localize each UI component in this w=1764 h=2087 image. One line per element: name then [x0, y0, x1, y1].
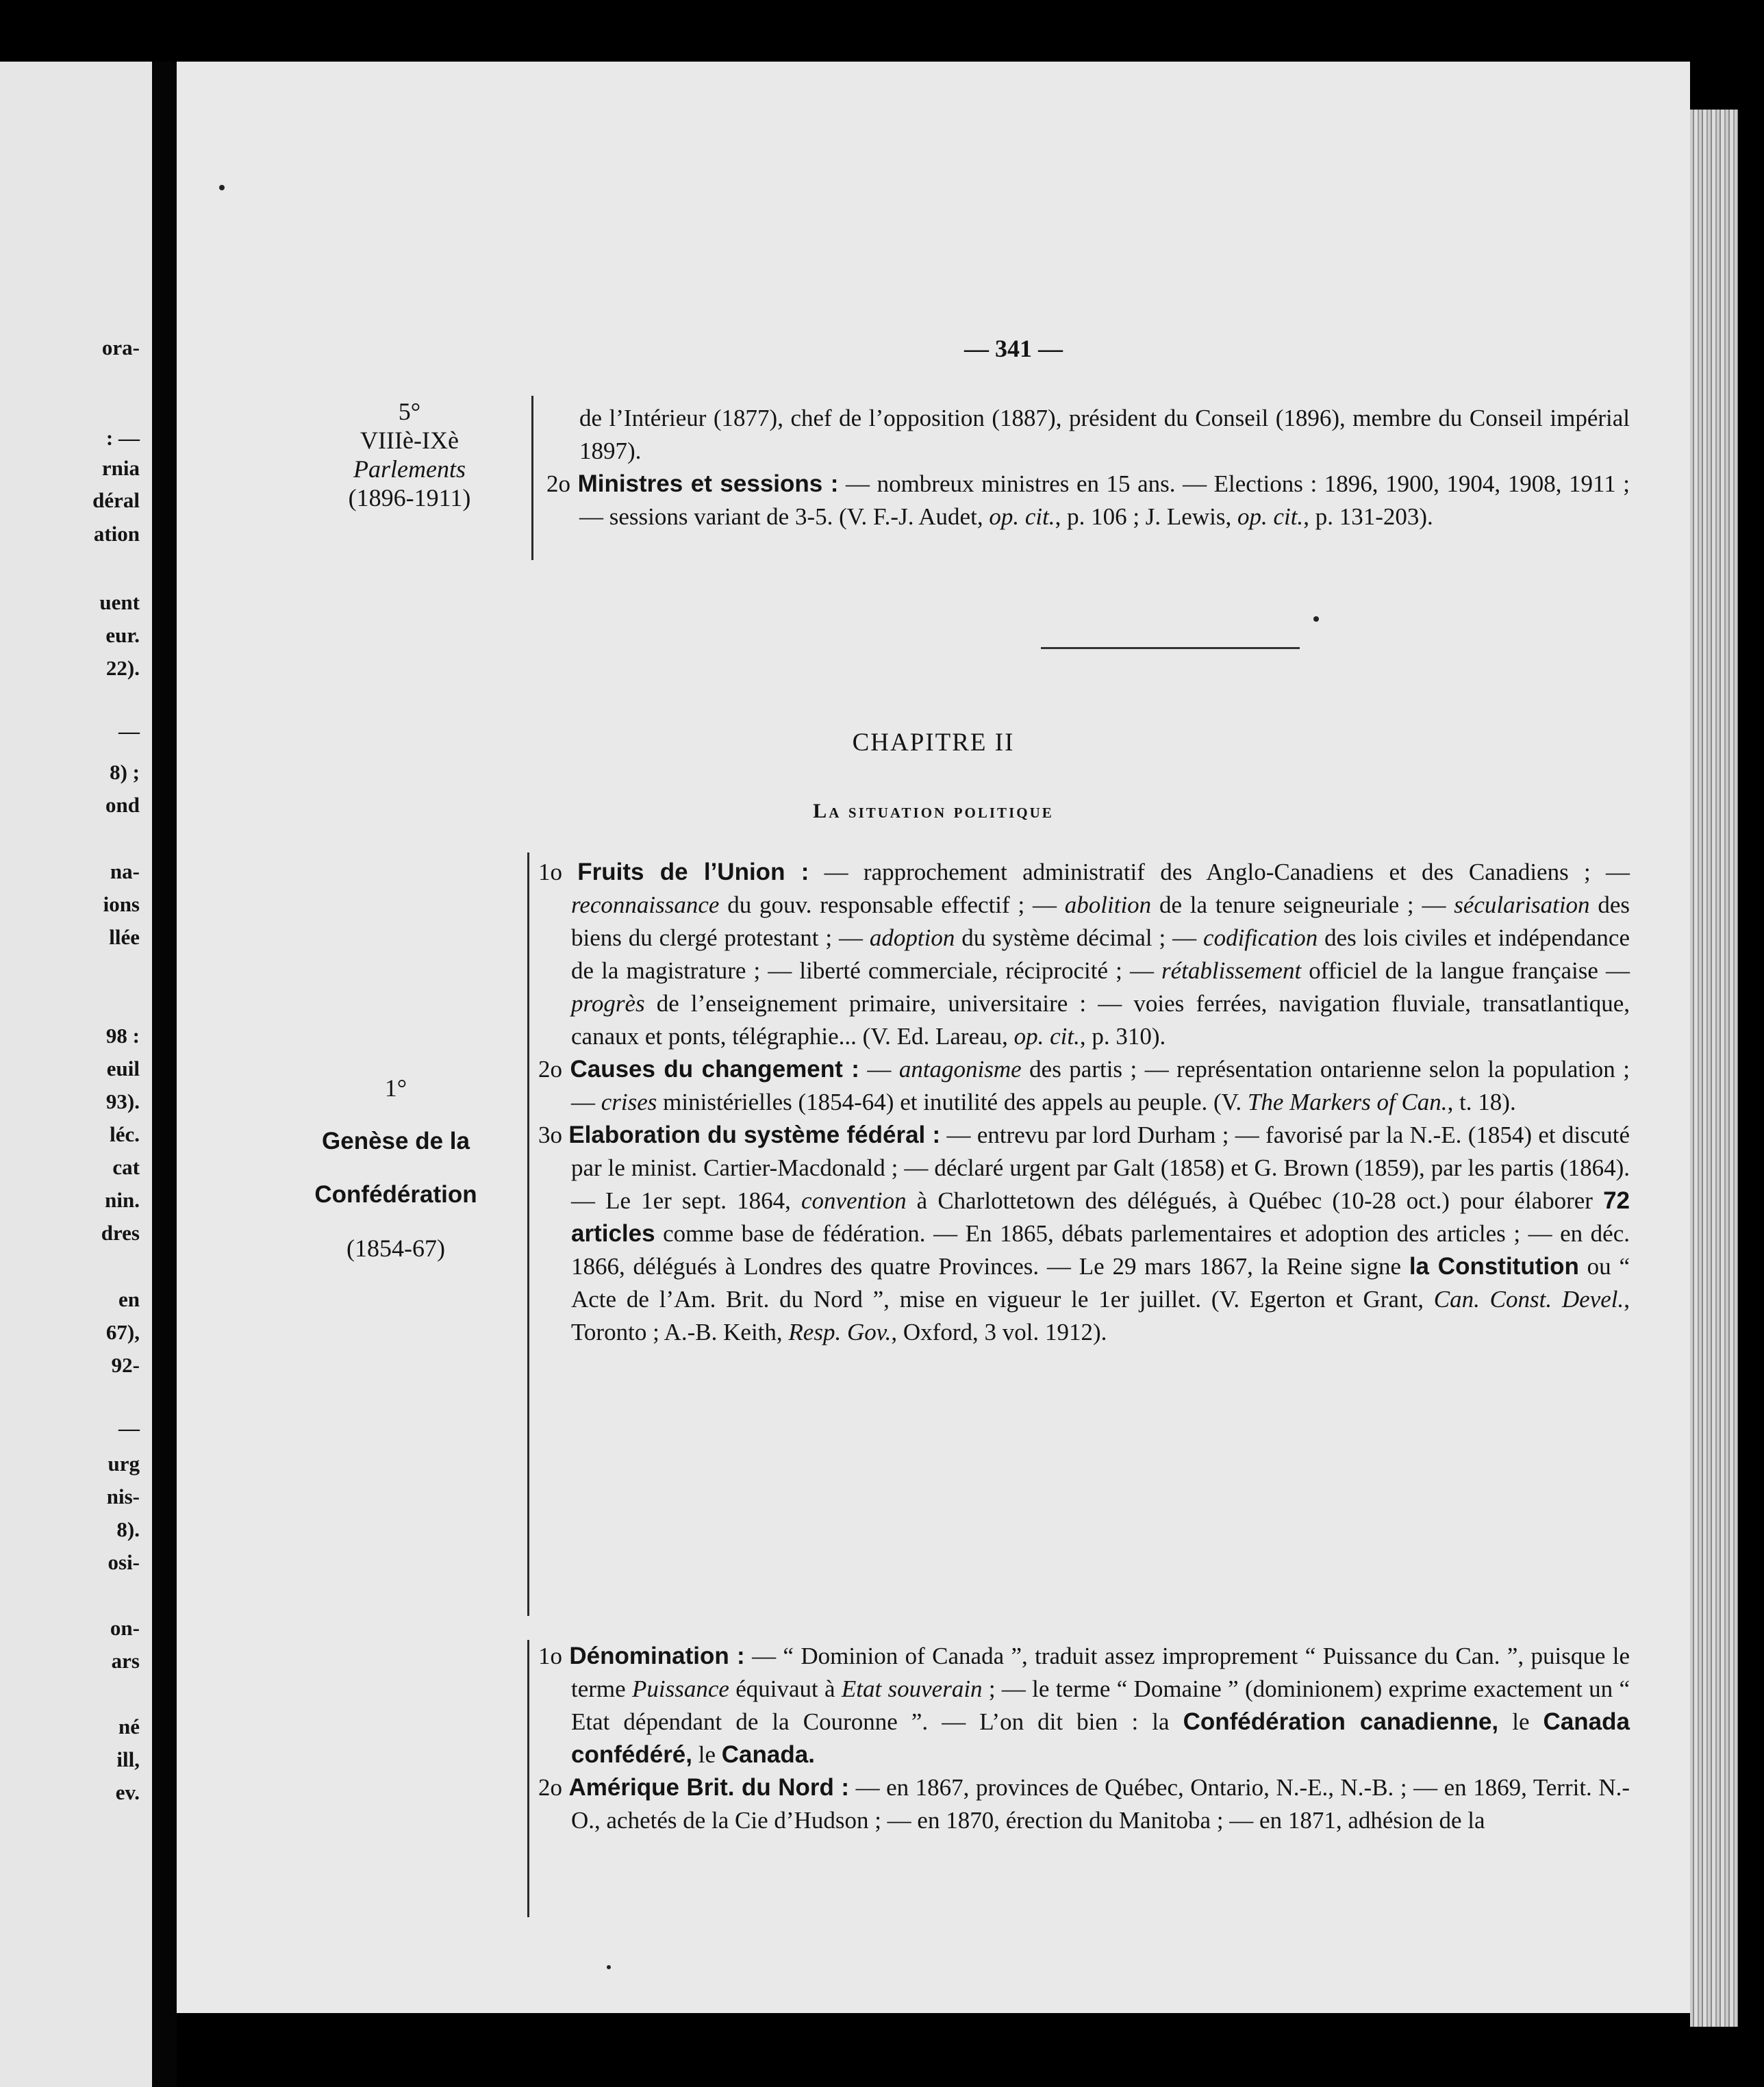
- item-text: reconnaissance: [571, 891, 720, 918]
- brace: [527, 852, 529, 1616]
- item-text: ; — le terme “ Domaine ” (dominionem) exprime exactement un “ Etat dépendant de la Couronne ”. — L’on dit bien : la: [571, 1675, 1630, 1735]
- item-text: — entrevu par lord Durham ; — favorisé par la N.-E. (1854) et discuté par le minist. Cartier-Macdonald ; — déclaré urgent par Galt (1858) et G. Brown (1859), par les partis (1864). — Le 1er sept. 1864,: [571, 1122, 1630, 1214]
- left-fragment-line: —: [118, 1416, 140, 1440]
- left-fragment-line: ation: [93, 522, 140, 546]
- left-fragment-line: na-: [110, 859, 140, 883]
- item-text: Puissance: [631, 1675, 729, 1702]
- paragraph: de l’Intérieur (1877), chef de l’opposition (1887), président du Conseil (1896), membre du Conseil impérial 1897).: [579, 405, 1630, 464]
- item-text: — “ Dominion of Canada ”, traduit assez improprement “ Puissance du Can. ”, puisque le terme: [571, 1643, 1630, 1702]
- item-text: , Oxford, 3 vol. 1912).: [891, 1319, 1107, 1345]
- left-fragment-line: dres: [101, 1221, 140, 1245]
- speck: [1313, 616, 1319, 622]
- left-fragment-line: 98 :: [105, 1024, 140, 1048]
- item-text: Resp. Gov.: [788, 1319, 892, 1345]
- item-text: officiel de la langue française —: [1301, 957, 1630, 984]
- left-fragment-line: 8) ;: [110, 760, 140, 784]
- left-fragment-line: 67),: [105, 1320, 140, 1344]
- horizontal-rule: [1041, 647, 1300, 649]
- left-fragment-line: 8).: [116, 1517, 140, 1541]
- item-text: , Toronto ; A.-B. Keith,: [571, 1286, 1630, 1345]
- item-text: , p. 131-203).: [1303, 503, 1433, 530]
- item-number: 1o: [538, 1643, 562, 1669]
- item-text: codification: [1203, 924, 1318, 951]
- item-number: 2o: [538, 1774, 562, 1801]
- list-item: [538, 1053, 1630, 1119]
- brace: [527, 1640, 529, 1917]
- item-text: le: [1498, 1708, 1544, 1735]
- chapter-subtitle: La situation politique: [813, 800, 1054, 822]
- item-heading: Fruits de l’Union :: [577, 859, 809, 885]
- item-number: 2o: [538, 1056, 562, 1083]
- item-text: de la tenure seigneuriale ; —: [1151, 891, 1454, 918]
- item-text: ou “ Acte de l’Am. Brit. du Nord ”, mise en vigueur le 1er juillet. (V. Egerton et Grant,: [571, 1253, 1630, 1313]
- right-page: [177, 62, 1690, 2013]
- left-fragment-line: déral: [92, 488, 140, 512]
- left-fragment-line: ora-: [101, 336, 140, 359]
- left-fragment-line: eur.: [105, 623, 140, 647]
- item-text: progrès: [571, 990, 645, 1017]
- section-years: (1896-1911): [348, 484, 471, 511]
- item-heading: Causes du changement :: [570, 1056, 859, 1083]
- item-text: — nombreux ministres en 15 ans. — Elections : 1896, 1900, 1904, 1908, 1911 ; — sessions variant de 3-5. (V. F.-J. Audet,: [579, 470, 1630, 530]
- margin-heading-section-5: [279, 397, 540, 512]
- left-fragment-line: euil: [106, 1057, 140, 1080]
- left-fragment-line: —: [118, 719, 140, 743]
- item-text: Confédération canadienne,: [1183, 1708, 1499, 1735]
- item-text: des lois civiles et indépendance de la magistrature ; — liberté commerciale, réciprocité ; —: [571, 924, 1630, 984]
- list-item: [538, 1119, 1630, 1349]
- list-item: [538, 856, 1630, 1053]
- item-heading: Amérique Brit. du Nord :: [568, 1774, 850, 1801]
- left-fragment-line: llée: [109, 925, 140, 949]
- section-title: Genèse de la: [322, 1128, 470, 1154]
- item-text: équivaut à: [729, 1675, 842, 1702]
- section-number: 5°: [398, 398, 421, 425]
- item-text: —: [859, 1056, 899, 1083]
- list-item: [538, 1771, 1630, 1837]
- left-fragment-line: on-: [110, 1616, 140, 1640]
- left-fragment-line: nis-: [106, 1484, 140, 1508]
- item-text: à Charlottetown des délégués, à Québec (10-28 oct.) pour élaborer: [906, 1187, 1604, 1214]
- left-fragment-line: ev.: [115, 1780, 140, 1804]
- left-fragment-line: osi-: [108, 1550, 140, 1574]
- item-text: , p. 106 ; J. Lewis,: [1055, 503, 1237, 530]
- item-text: des partis ; — représentation ontarienne selon la population ; —: [571, 1056, 1630, 1115]
- left-fragment-line: léc.: [110, 1122, 140, 1146]
- item-heading: Elaboration du système fédéral :: [568, 1122, 941, 1148]
- left-fragment-line: : —: [105, 426, 140, 450]
- section-subtitle: Parlements: [353, 455, 466, 483]
- left-page-fragment: [0, 62, 152, 2087]
- chapter-title: CHAPITRE II: [852, 729, 1015, 757]
- left-fragment-line: uent: [99, 590, 140, 614]
- item-text: du gouv. responsable effectif ; —: [719, 891, 1065, 918]
- brace: [531, 396, 533, 560]
- left-fragment-line: ill,: [116, 1747, 140, 1771]
- item-text: du système décimal ; —: [955, 924, 1204, 951]
- left-fragment-line: en: [118, 1287, 140, 1311]
- left-fragment-line: rnia: [101, 456, 140, 480]
- page-number: — 341 —: [964, 335, 1063, 362]
- left-fragment-line: né: [118, 1715, 140, 1738]
- item-heading: Ministres et sessions :: [577, 470, 839, 497]
- section-title: VIIIè-IXè: [360, 427, 459, 454]
- page-edges: [1690, 110, 1738, 2027]
- item-text: , p. 310).: [1079, 1023, 1166, 1050]
- section-years: (1854-67): [346, 1235, 445, 1262]
- item-text: abolition: [1064, 891, 1152, 918]
- speck: [219, 185, 225, 190]
- item-text: op. cit.: [1237, 503, 1304, 530]
- section-1-body: [538, 856, 1630, 1349]
- left-fragment-line: cat: [112, 1155, 140, 1179]
- item-text: crises: [601, 1089, 657, 1115]
- book-gutter: [152, 62, 177, 2087]
- left-fragment-line: urg: [108, 1452, 140, 1476]
- item-text: — rapprochement administratif des Anglo-Canadiens et des Canadiens ; —: [809, 859, 1630, 885]
- left-fragment-line: 93).: [105, 1089, 140, 1113]
- left-fragment-line: ond: [105, 793, 140, 817]
- item-text: Canada.: [721, 1741, 815, 1768]
- section-title: Confédération: [314, 1181, 477, 1208]
- item-text: , t. 18).: [1447, 1089, 1516, 1115]
- item-text: Canada confédéré,: [571, 1708, 1630, 1768]
- item-text: ministérielles (1854-64) et inutilité des appels au peuple. (V.: [657, 1089, 1248, 1115]
- item-text: 72 articles: [571, 1187, 1630, 1247]
- item-text: de l’enseignement primaire, universitaire : — voies ferrées, navigation fluviale, transatlantique, canaux et ponts, télégraphie... (V. Ed. Lareau,: [571, 990, 1630, 1050]
- item-text: op. cit.: [1013, 1023, 1080, 1050]
- list-item: [546, 468, 1630, 533]
- item-text: op. cit.: [989, 503, 1055, 530]
- margin-heading-section-1: [259, 1061, 533, 1275]
- item-text: des biens du clergé protestant ; —: [571, 891, 1630, 951]
- item-text: rétablissement: [1161, 957, 1302, 984]
- item-text: Etat souverain: [841, 1675, 983, 1702]
- item-text: The Markers of Can.: [1247, 1089, 1448, 1115]
- left-fragment-line: nin.: [105, 1188, 140, 1212]
- item-text: comme base de fédération. — En 1865, débats parlementaires et adoption des articles ; — en déc. 1866, délégués à Londres des quatre Provinces. — Le 29 mars 1867, la Reine signe: [571, 1220, 1630, 1280]
- item-text: convention: [801, 1187, 907, 1214]
- left-fragment-line: 92-: [111, 1353, 140, 1377]
- left-fragment-line: 22).: [105, 656, 140, 680]
- item-text: Can. Const. Devel.: [1433, 1286, 1624, 1313]
- item-text: adoption: [869, 924, 955, 951]
- speck: [607, 1965, 611, 1969]
- item-number: 2o: [546, 470, 570, 497]
- item-number: 3o: [538, 1122, 562, 1148]
- left-fragment-line: ions: [103, 892, 140, 916]
- item-text: sécularisation: [1454, 891, 1590, 918]
- item-text: — en 1867, provinces de Québec, Ontario, N.-E., N.-B. ; — en 1869, Territ. N.-O., achetés de la Cie d’Hudson ; — en 1870, érection du Manitoba ; — en 1871, adhésion de la: [571, 1774, 1630, 1834]
- item-text: la Constitution: [1409, 1253, 1579, 1280]
- list-item: [538, 1640, 1630, 1771]
- section-number: 1°: [384, 1074, 407, 1102]
- section-5-body: [546, 402, 1630, 533]
- left-fragment-line: ars: [111, 1649, 140, 1673]
- section-2-body: [538, 1640, 1630, 1837]
- item-number: 1o: [538, 859, 562, 885]
- item-text: le: [692, 1741, 722, 1768]
- item-text: antagonisme: [898, 1056, 1022, 1083]
- item-heading: Dénomination :: [569, 1643, 745, 1669]
